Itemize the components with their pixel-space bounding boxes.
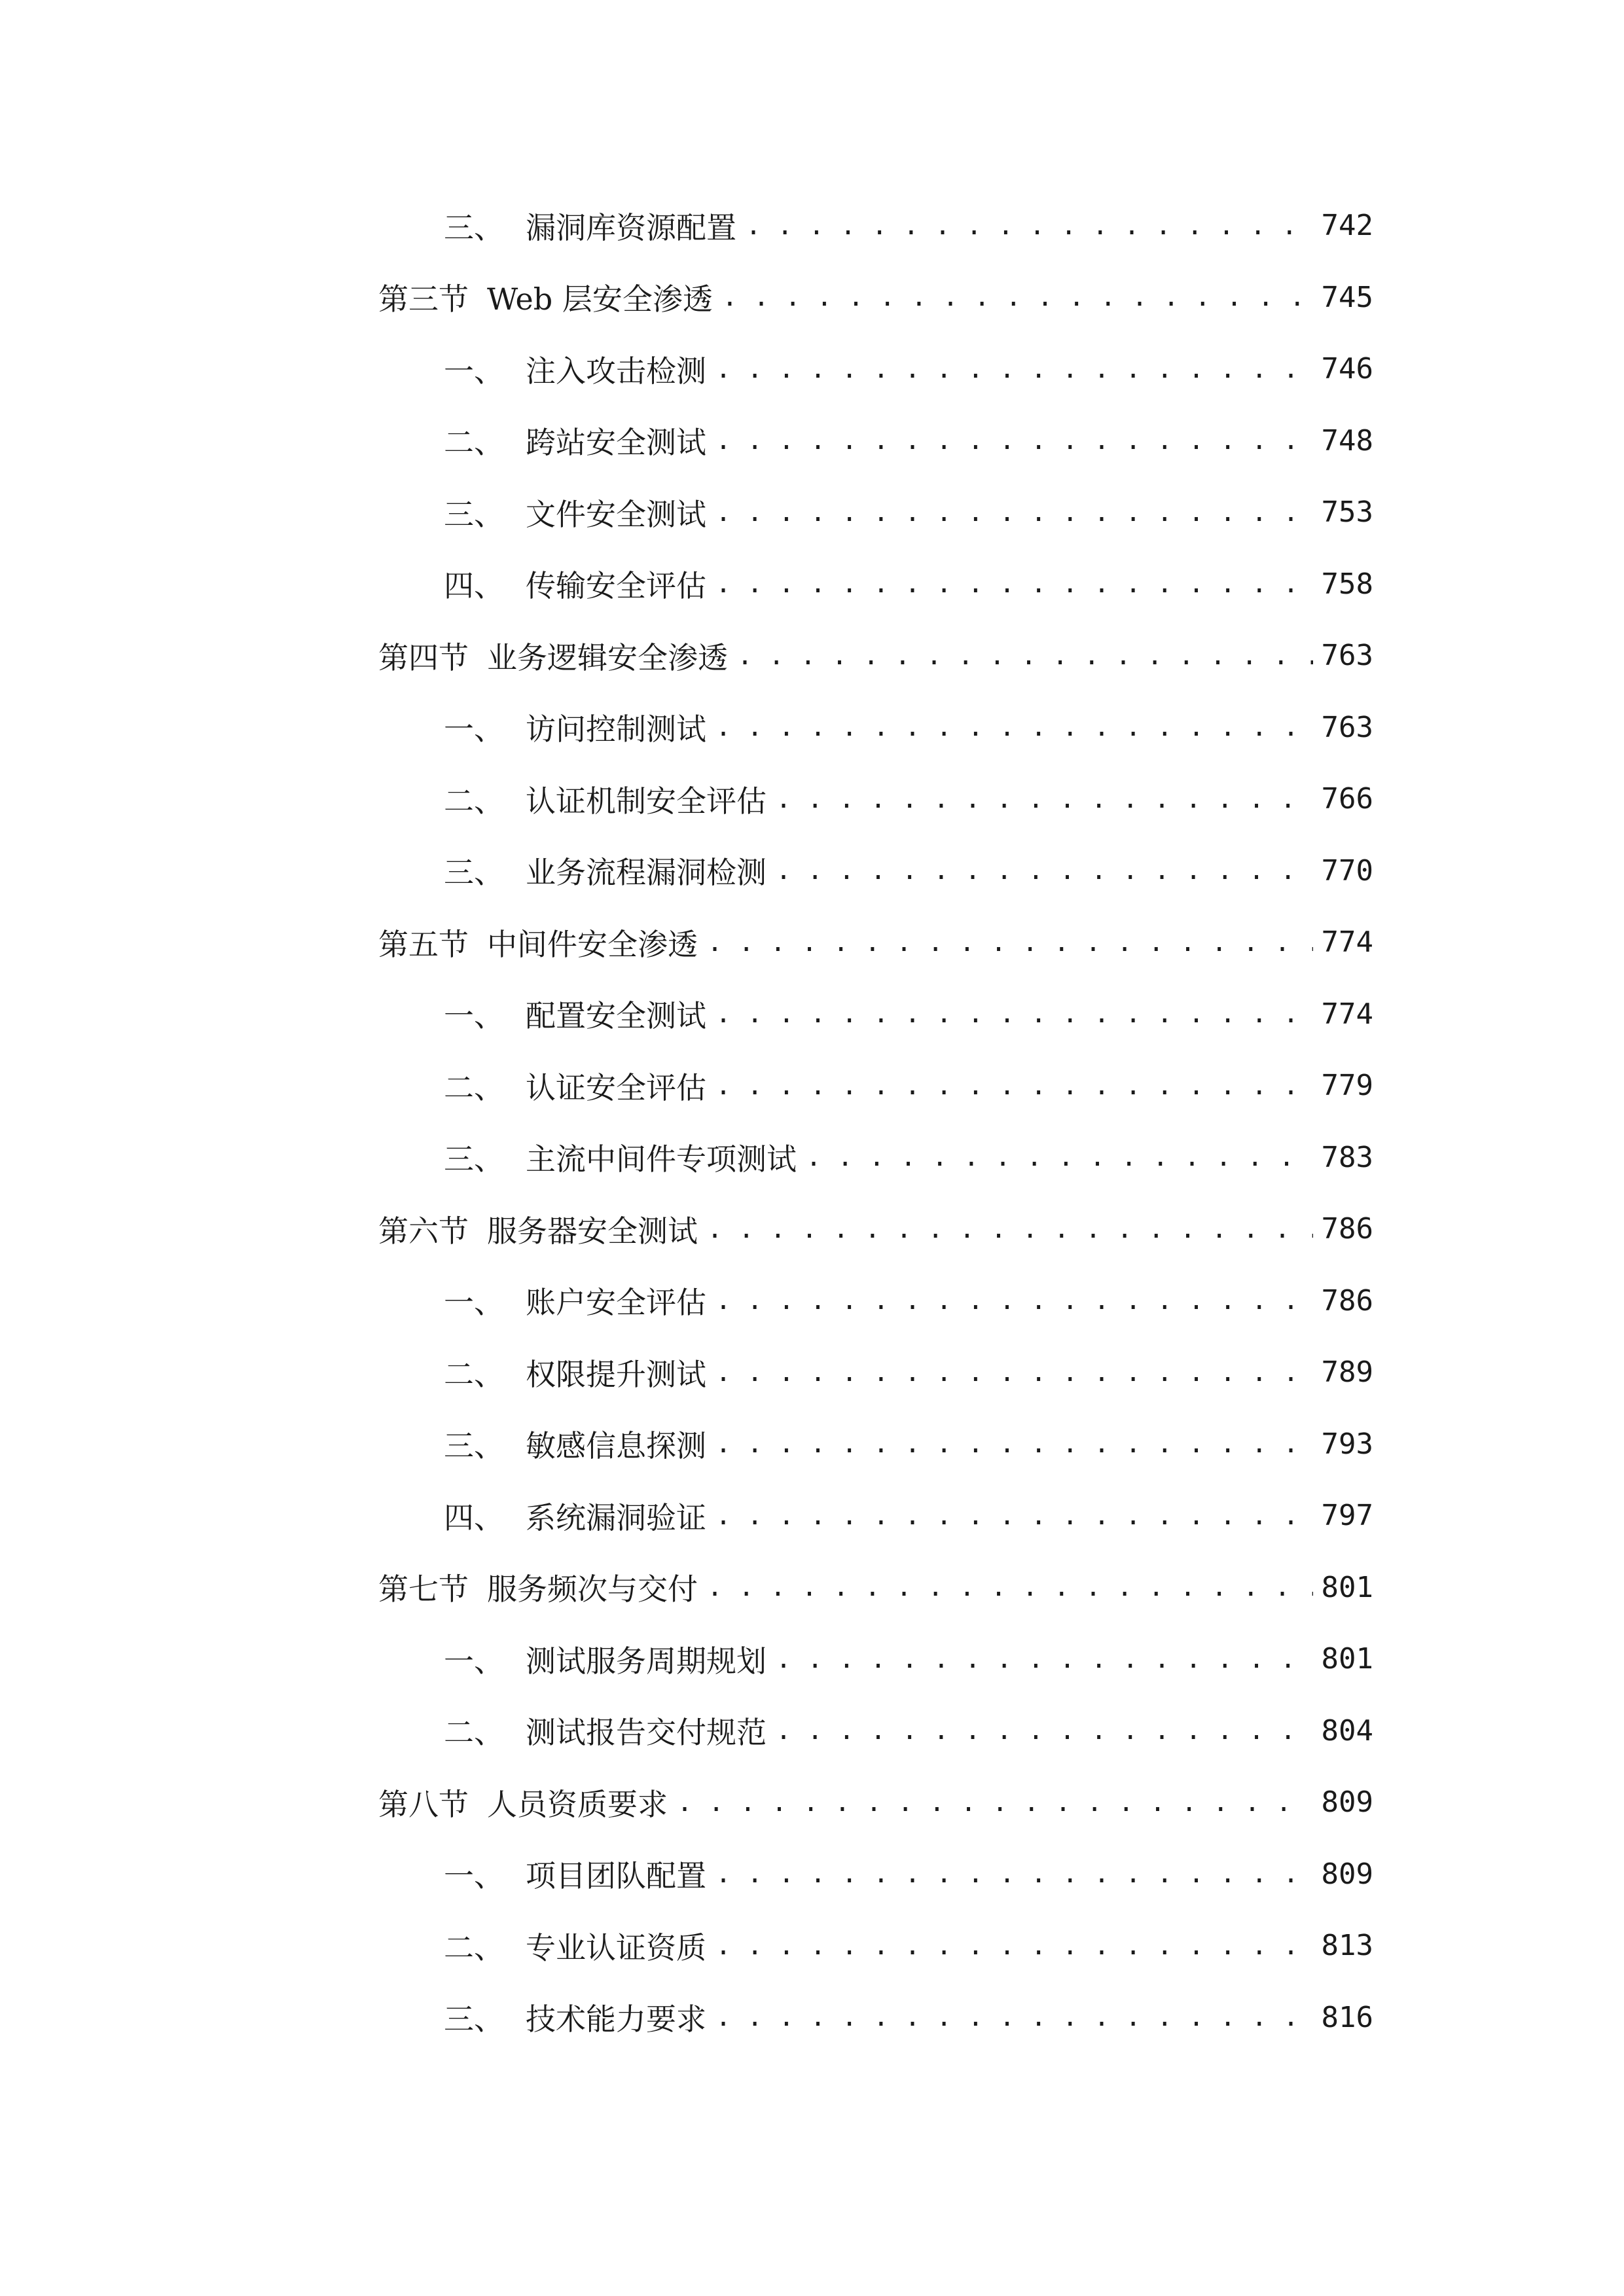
toc-dot-leader: [722, 282, 1313, 312]
toc-entry[interactable]: [378, 1623, 1373, 1695]
toc-entry-page: 786: [1321, 1212, 1373, 1246]
toc-section-label: 第八节: [378, 1786, 469, 1822]
toc-dot-leader: [715, 354, 1313, 384]
toc-entry-title: 访问控制测试: [526, 711, 706, 747]
toc-section-entry[interactable]: [378, 906, 1373, 978]
toc-dot-leader: [715, 497, 1313, 528]
toc-entry[interactable]: [378, 1050, 1373, 1122]
toc-entry[interactable]: [378, 405, 1373, 477]
toc-entry-number: 三、: [444, 855, 504, 891]
toc-entry-title: 专业认证资质: [526, 1929, 706, 1965]
toc-entry-title: 文件安全测试: [526, 496, 706, 532]
toc-entry-page: 786: [1321, 1283, 1373, 1318]
toc-entry-title: Web 层安全渗透: [487, 281, 713, 317]
toc-entry-number: 三、: [444, 1428, 504, 1464]
toc-entry-title: 测试报告交付规范: [526, 1715, 767, 1751]
toc-entry-title: 服务频次与交付: [487, 1571, 698, 1607]
toc-entry-page: 789: [1321, 1355, 1373, 1390]
toc-entry-page: 770: [1321, 853, 1373, 888]
toc-entry[interactable]: [378, 1480, 1373, 1552]
toc-entry-title: 传输安全评估: [526, 568, 706, 604]
toc-entry[interactable]: [378, 333, 1373, 405]
toc-entry-number: 一、: [444, 1643, 504, 1679]
toc-entry-title: 技术能力要求: [526, 2001, 706, 2037]
toc-entry-number: 三、: [444, 2001, 504, 2037]
toc-entry-title: 人员资质要求: [487, 1786, 668, 1822]
toc-entry-number: 三、: [444, 209, 504, 245]
toc-entry[interactable]: [378, 763, 1373, 835]
toc-entry-page: 763: [1321, 710, 1373, 744]
toc-entry-page: 813: [1321, 1929, 1373, 1963]
toc-dot-leader: [715, 1931, 1313, 1961]
toc-entry-number: 三、: [444, 496, 504, 532]
toc-dot-leader: [707, 927, 1313, 958]
toc-section-entry[interactable]: [378, 262, 1373, 334]
toc-dot-leader: [715, 999, 1313, 1029]
toc-entry-page: 779: [1321, 1069, 1373, 1103]
toc-entry-page: 783: [1321, 1140, 1373, 1174]
toc-entry-page: 758: [1321, 567, 1373, 601]
toc-entry-title: 主流中间件专项测试: [526, 1141, 797, 1177]
toc-entry-number: 二、: [444, 1069, 504, 1105]
toc-entry-title: 权限提升测试: [526, 1356, 706, 1392]
toc-section-label: 第四节: [378, 639, 469, 675]
toc-entry-title: 账户安全评估: [526, 1285, 706, 1321]
toc-entry-number: 一、: [444, 1858, 504, 1894]
toc-entry[interactable]: [378, 476, 1373, 548]
toc-entry-page: 748: [1321, 423, 1373, 457]
toc-entry-page: 793: [1321, 1427, 1373, 1461]
toc-dot-leader: [776, 855, 1313, 886]
toc-entry-title: 中间件安全渗透: [487, 926, 698, 962]
toc-entry-title: 注入攻击检测: [526, 353, 706, 389]
toc-entry-page: 742: [1321, 209, 1373, 243]
toc-entry[interactable]: [378, 1265, 1373, 1337]
toc-entry-number: 一、: [444, 1285, 504, 1321]
toc-dot-leader: [776, 784, 1313, 814]
toc-entry-page: 816: [1321, 2000, 1373, 2034]
toc-entry-number: 二、: [444, 1356, 504, 1392]
toc-entry-page: 801: [1321, 1570, 1373, 1604]
toc-dot-leader: [707, 1572, 1313, 1602]
toc-dot-leader: [707, 1214, 1313, 1244]
table-of-contents: [378, 190, 1373, 2053]
toc-entry-title: 系统漏洞验证: [526, 1499, 706, 1535]
toc-entry-number: 四、: [444, 568, 504, 604]
toc-entry-page: 809: [1321, 1785, 1373, 1820]
toc-entry-page: 774: [1321, 925, 1373, 960]
toc-dot-leader: [776, 1715, 1313, 1746]
toc-entry-number: 二、: [444, 783, 504, 819]
toc-dot-leader: [806, 1142, 1313, 1172]
toc-section-label: 第七节: [378, 1571, 469, 1607]
toc-entry[interactable]: [378, 978, 1373, 1050]
toc-entry-title: 项目团队配置: [526, 1858, 706, 1894]
toc-entry-title: 认证安全评估: [526, 1069, 706, 1105]
toc-dot-leader: [737, 641, 1313, 671]
toc-entry-page: 804: [1321, 1713, 1373, 1748]
toc-entry-page: 809: [1321, 1857, 1373, 1891]
toc-section-entry[interactable]: [378, 1193, 1373, 1265]
toc-dot-leader: [715, 712, 1313, 742]
toc-entry-title: 业务流程漏洞检测: [526, 855, 767, 891]
toc-entry[interactable]: [378, 1839, 1373, 1910]
toc-section-entry[interactable]: [378, 1552, 1373, 1624]
toc-section-entry[interactable]: [378, 1767, 1373, 1839]
toc-section-label: 第六节: [378, 1213, 469, 1249]
toc-entry-page: 745: [1321, 280, 1373, 314]
toc-entry-number: 一、: [444, 353, 504, 389]
toc-entry[interactable]: [378, 548, 1373, 620]
toc-entry-page: 763: [1321, 639, 1373, 673]
toc-entry-title: 跨站安全测试: [526, 425, 706, 461]
toc-entry-number: 二、: [444, 425, 504, 461]
toc-entry-page: 801: [1321, 1642, 1373, 1676]
toc-entry[interactable]: [378, 1910, 1373, 1982]
toc-entry-page: 774: [1321, 997, 1373, 1031]
toc-entry-title: 敏感信息探测: [526, 1428, 706, 1464]
toc-entry-number: 三、: [444, 1141, 504, 1177]
toc-dot-leader: [715, 1429, 1313, 1459]
toc-entry[interactable]: [378, 1408, 1373, 1480]
toc-entry-title: 认证机制安全评估: [526, 783, 767, 819]
toc-dot-leader: [746, 211, 1313, 241]
toc-entry[interactable]: [378, 1982, 1373, 2054]
toc-entry[interactable]: [378, 1122, 1373, 1194]
toc-section-entry[interactable]: [378, 620, 1373, 692]
toc-entry[interactable]: [378, 1336, 1373, 1408]
toc-dot-leader: [715, 1071, 1313, 1101]
toc-dot-leader: [715, 1285, 1313, 1316]
toc-dot-leader: [715, 425, 1313, 456]
toc-dot-leader: [715, 1859, 1313, 1889]
toc-entry[interactable]: [378, 190, 1373, 262]
toc-dot-leader: [776, 1644, 1313, 1674]
toc-entry-page: 797: [1321, 1499, 1373, 1533]
toc-entry-title: 测试服务周期规划: [526, 1643, 767, 1679]
toc-entry[interactable]: [378, 1695, 1373, 1767]
toc-entry-page: 753: [1321, 495, 1373, 529]
toc-entry[interactable]: [378, 692, 1373, 764]
toc-section-label: 第五节: [378, 926, 469, 962]
toc-dot-leader: [677, 1787, 1313, 1818]
toc-dot-leader: [715, 1357, 1313, 1388]
toc-entry-number: 二、: [444, 1929, 504, 1965]
toc-entry-title: 配置安全测试: [526, 998, 706, 1034]
toc-entry-title: 漏洞库资源配置: [526, 209, 736, 245]
toc-dot-leader: [715, 1501, 1313, 1531]
toc-entry-number: 四、: [444, 1499, 504, 1535]
toc-entry-number: 一、: [444, 998, 504, 1034]
toc-section-label: 第三节: [378, 281, 469, 317]
toc-dot-leader: [715, 569, 1313, 599]
toc-entry-title: 业务逻辑安全渗透: [487, 639, 728, 675]
toc-entry-number: 二、: [444, 1715, 504, 1751]
toc-entry-title: 服务器安全测试: [487, 1213, 698, 1249]
toc-dot-leader: [715, 2002, 1313, 2032]
toc-entry-number: 一、: [444, 711, 504, 747]
toc-entry-page: 746: [1321, 352, 1373, 386]
toc-entry-page: 766: [1321, 782, 1373, 816]
toc-entry[interactable]: [378, 835, 1373, 907]
